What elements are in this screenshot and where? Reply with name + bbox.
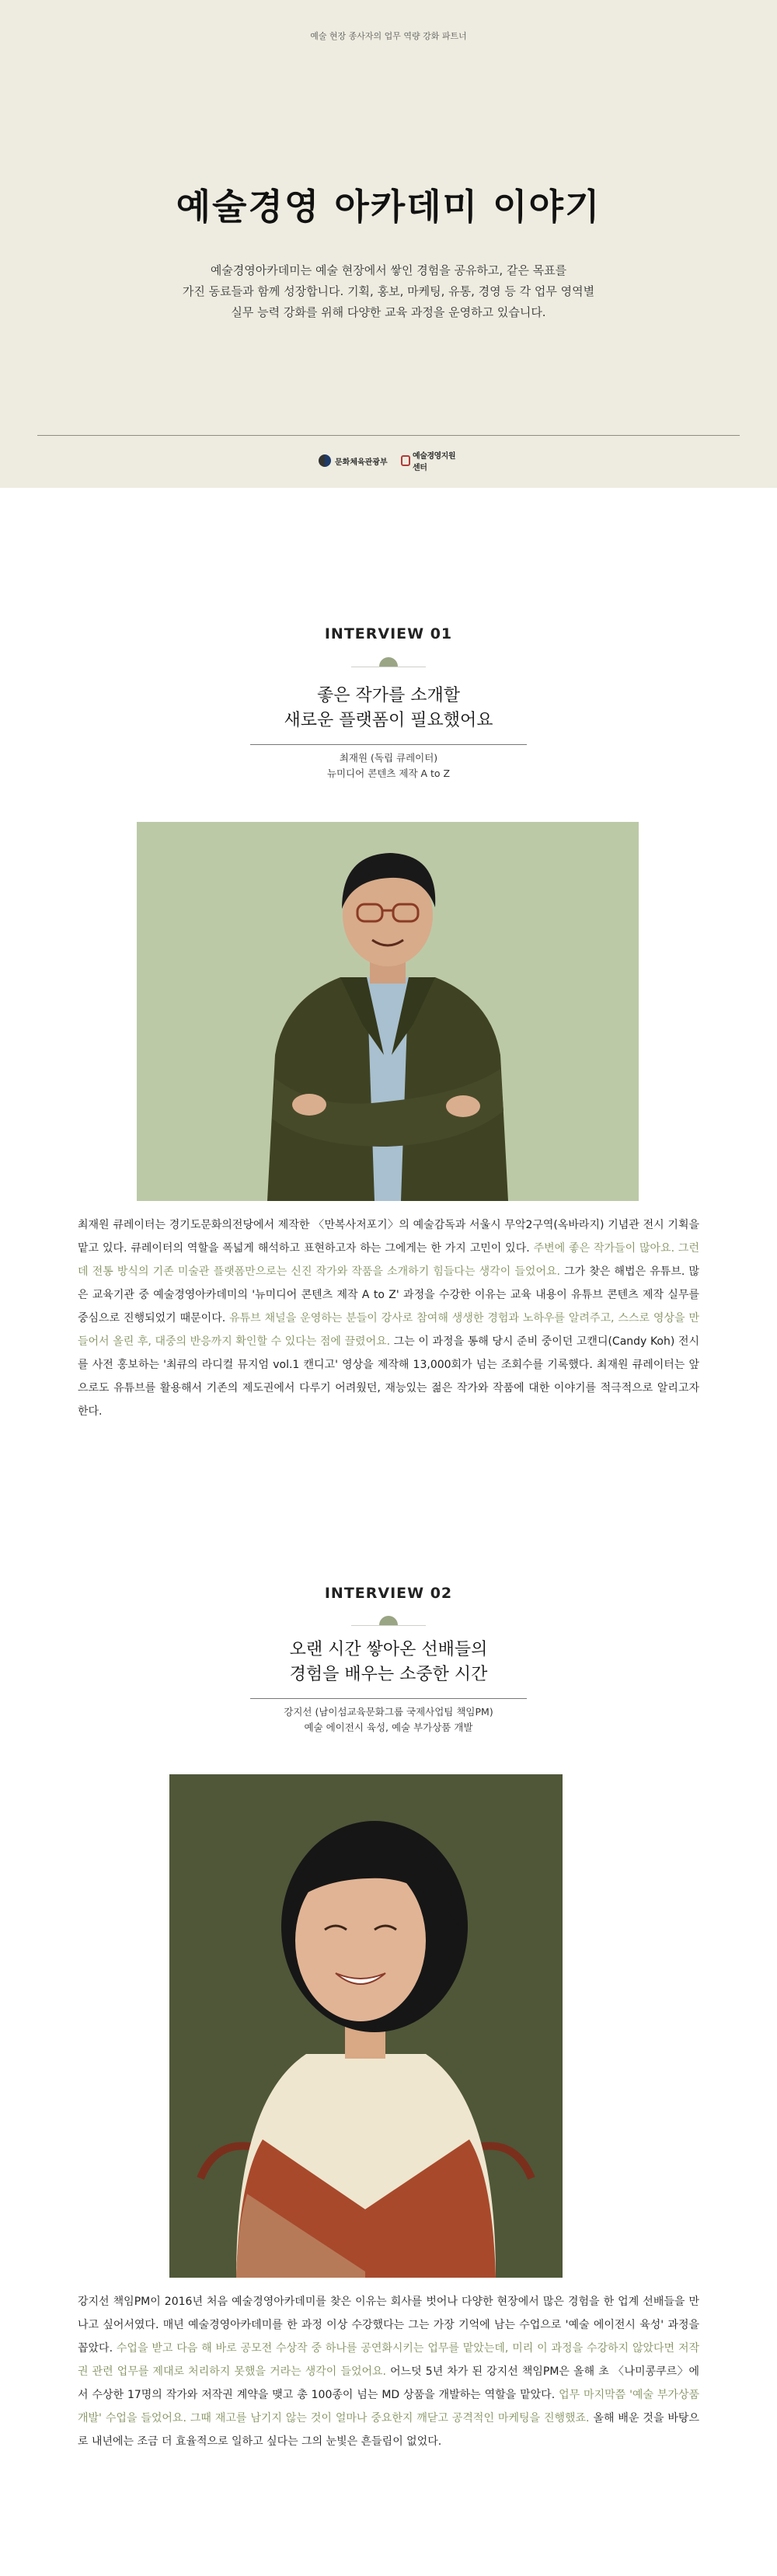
hero-tagline: 예술 현장 종사자의 업무 역량 강화 파트너: [310, 31, 467, 41]
body-text-segment: 올해 배운 것을 바탕으로 내년에는 조금 더 효율적으로 일하고 싶다는 그의 눈빛은 흔들림이 없었다.: [78, 2412, 699, 2448]
interview-label: INTERVIEW 01: [324, 625, 453, 642]
quote-highlight: 주변에 좋은 작가들이 많아요. 그런데 전통 방식의 기존 미술관 플랫폼만으로는 신진 작가와 작품을 소개하기 힘들다는 생각이 들었어요.: [78, 1242, 699, 1278]
hero-description: [155, 260, 622, 323]
interview-body: [78, 2290, 699, 2453]
kams-logo-text: 예술경영지원센터: [413, 452, 456, 472]
mcst-logo: [319, 454, 388, 468]
kams-logo: [401, 452, 458, 472]
body-text-segment: 어느덧 5년 차가 된 강지선 책임PM은 올해 초 〈나미콩쿠르〉에서 수상한 17명의 작가와 저작권 계약을 맺고 총 100종이 넘는 MD 상품을 개발하는 역할을 맡았다.: [78, 2365, 699, 2401]
hero-description-line: 예술경영아카데미는 예술 현장에서 쌓인 경험을 공유하고, 같은 목표를: [210, 263, 567, 277]
interviewee-photo: [137, 822, 639, 1201]
interview-title-line: 경험을 배우는 소중한 시간: [289, 1665, 488, 1684]
hero-description-line: 실무 능력 강화를 위해 다양한 교육 과정을 운영하고 있습니다.: [231, 305, 546, 319]
interview-title: [0, 1638, 777, 1687]
body-text-segment: 최재원 큐레이터는 경기도문화의전당에서 제작한 〈만복사저포기〉의 예술감독과 서울시 무악2구역(옥바라지) 기념관 전시 기획을 맡고 있다. 큐레이터의 역할을 폭넓게 해석하고 표현하고자 하는 그에게는 한 가지 고민이 있다.: [78, 1219, 699, 1255]
interview-label: INTERVIEW 02: [324, 1585, 453, 1602]
hero-description-line: 가진 동료들과 함께 성장합니다. 기획, 홍보, 마케팅, 유통, 경영 등 각 업무 영역별: [182, 284, 595, 298]
header-section: [0, 0, 777, 488]
divider: [37, 435, 740, 436]
interview-title: [0, 684, 777, 733]
interviewee-info: [0, 750, 777, 782]
mcst-logo-text: 문화체육관광부: [335, 458, 388, 467]
interview-title-line: 좋은 작가를 소개할: [316, 686, 460, 705]
logo-row: [319, 452, 458, 472]
body-text-segment: 그는 이 과정을 통해 당시 준비 중이던 고캔디(Candy Koh) 전시를 사전 홍보하는 '최큐의 라디컬 뮤지엄 vol.1 캔디고' 영상을 제작해 13,000회가 넘는 조회수를 기록했다. 최재원 큐레이터는 앞으로도 유튜브를 활용해서 기존의 제도권에서 다루기 어려웠던, 재능있는 젊은 작가와 작품에 대한 이야기를 적극적으로 알리고자 한다.: [78, 1335, 699, 1418]
page-title: 예술경영 아카데미 이야기: [176, 186, 601, 228]
course-name: 예술 에이전시 육성, 예술 부가상품 개발: [304, 1721, 473, 1733]
divider: [250, 1698, 527, 1699]
taegeuk-icon: [319, 454, 331, 467]
body-text-segment: 그가 찾은 해법은 유튜브. 많은 교육기관 중 예술경영아카데미의 '뉴미디어 콘텐츠 제작 A to Z' 과정을 수강한 이유는 교육 내용이 유튜브 콘텐츠 제작 실무를 중심으로 진행되었기 때문이다.: [78, 1265, 699, 1325]
interview-title-line: 오랜 시간 쌓아온 선배들의: [289, 1640, 488, 1659]
kams-mark-icon: [401, 455, 410, 466]
interviewee-info: [0, 1704, 777, 1735]
course-name: 뉴미디어 콘텐츠 제작 A to Z: [326, 768, 451, 779]
section-dot-icon: [379, 657, 398, 667]
body-text-segment: 강지선 책임PM이 2016년 처음 예술경영아카데미를 찾은 이유는 회사를 벗어나 다양한 현장에서 많은 경험을 한 업계 선배들을 만나고 싶어서였다. 매년 예술경영아카데미를 한 과정 이상 수강했다는 그는 가장 기억에 남는 수업으로 '예술 에이전시 육성' 과정을 꼽았다.: [78, 2296, 699, 2355]
quote-highlight: 유튜브 채널을 운영하는 분들이 강사로 참여해 생생한 경험과 노하우를 알려주고, 스스로 영상을 만들어서 올린 후, 대중의 반응까지 확인할 수 있다는 점에 끌렸어요.: [78, 1312, 699, 1348]
interviewee-photo: [169, 1774, 563, 2278]
interviewee-name: 최재원 (독립 큐레이터): [339, 752, 438, 764]
interview-body: [78, 1213, 699, 1423]
divider: [351, 1625, 426, 1626]
interviewee-name: 강지선 (남이섬교육문화그룹 국제사업팀 책임PM): [284, 1706, 493, 1718]
interview-title-line: 새로운 플랫폼이 필요했어요: [284, 711, 493, 730]
section-dot-icon: [379, 1616, 398, 1625]
quote-highlight: 업무 마지막쯤 '예술 부가상품 개발' 수업을 들었어요. 그때 재고를 남기지 않는 것이 얼마나 중요한지 깨닫고 공격적인 마케팅을 진행했죠.: [78, 2389, 699, 2425]
quote-highlight: 수업을 받고 다음 해 바로 공모전 수상작 중 하나를 공연화시키는 업무를 맡았는데, 미리 이 과정을 수강하지 않았다면 저작권 관련 업무를 제대로 처리하지 못했을 거라는 생각이 들었어요.: [78, 2342, 699, 2378]
divider: [250, 744, 527, 745]
